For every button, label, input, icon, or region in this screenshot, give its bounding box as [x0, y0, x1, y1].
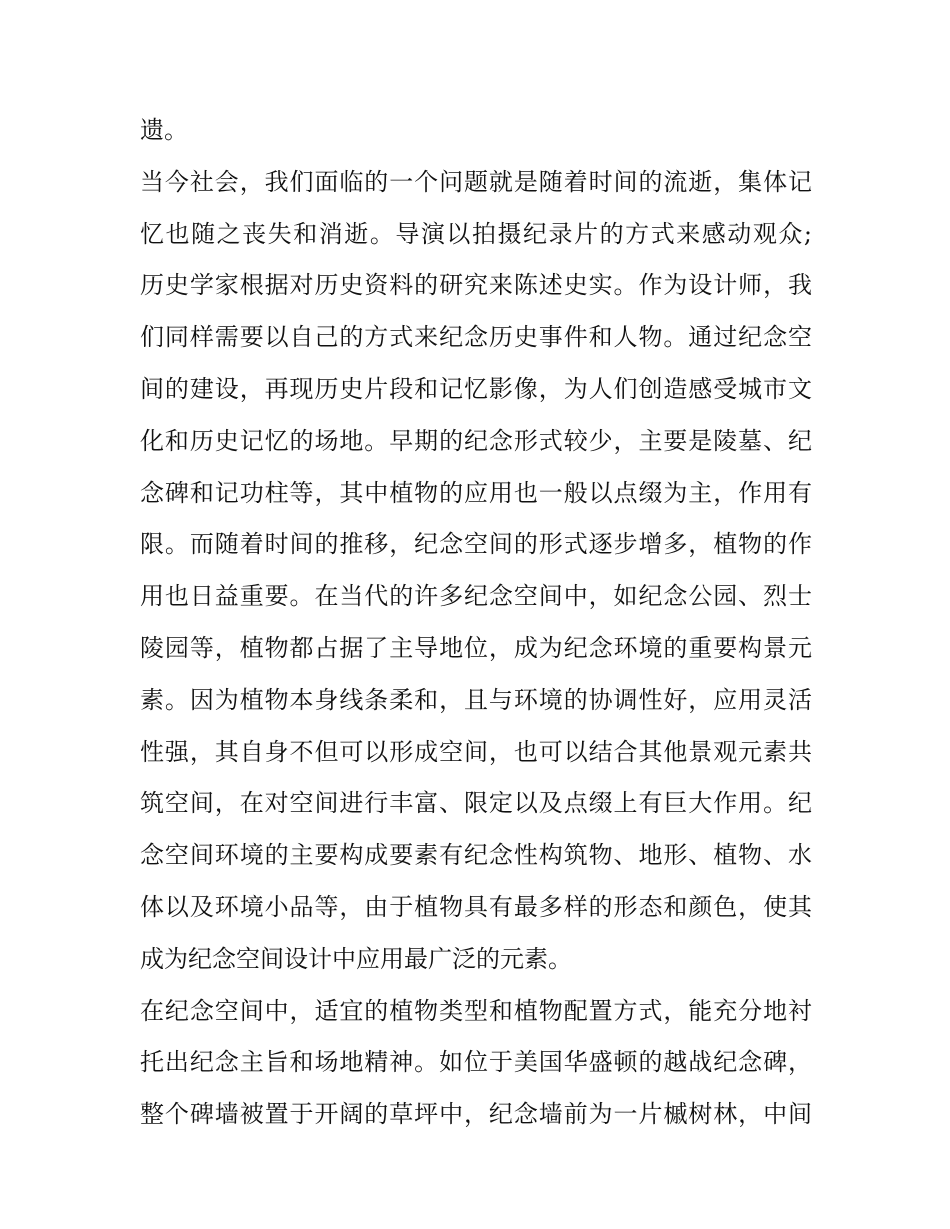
text-line: 限。而随着时间的推移，纪念空间的形式逐步增多，植物的作 [140, 530, 812, 559]
text-line: 化和历史记忆的场地。早期的纪念形式较少，主要是陵墓、纪 [140, 426, 812, 455]
text-line: 在纪念空间中，适宜的植物类型和植物配置方式，能充分地衬 [140, 996, 812, 1025]
text-line: 整个碑墙被置于开阔的草坪中，纪念墙前为一片槭树林，中间 [140, 1100, 812, 1129]
body-text [140, 105, 812, 1141]
text-line: 体以及环境小品等，由于植物具有最多样的形态和颜色，使其 [140, 892, 812, 921]
text-line: 间的建设，再现历史片段和记忆影像，为人们创造感受城市文 [140, 374, 812, 403]
text-line: 用也日益重要。在当代的许多纪念空间中，如纪念公园、烈士 [140, 582, 812, 611]
text-line: 们同样需要以自己的方式来纪念历史事件和人物。通过纪念空 [140, 323, 812, 352]
text-line: 陵园等，植物都占据了主导地位，成为纪念环境的重要构景元 [140, 633, 812, 662]
text-line: 成为纪念空间设计中应用最广泛的元素。 [140, 944, 572, 973]
text-line: 托出纪念主旨和场地精神。如位于美国华盛顿的越战纪念碑， [140, 1048, 812, 1077]
text-line: 忆也随之丧失和消逝。导演以拍摄纪录片的方式来感动观众; [140, 219, 812, 248]
text-line: 当今社会，我们面临的一个问题就是随着时间的流逝，集体记 [140, 167, 812, 196]
text-line: 念空间环境的主要构成要素有纪念性构筑物、地形、植物、水 [140, 841, 812, 870]
text-line: 遗。 [140, 116, 188, 144]
text-line: 历史学家根据对历史资料的研究来陈述史实。作为设计师，我 [140, 271, 812, 300]
text-line: 筑空间，在对空间进行丰富、限定以及点缀上有巨大作用。纪 [140, 789, 812, 818]
text-line: 念碑和记功柱等，其中植物的应用也一般以点缀为主，作用有 [140, 478, 812, 507]
text-line: 素。因为植物本身线条柔和，且与环境的协调性好，应用灵活 [140, 685, 812, 714]
text-line: 性强，其自身不但可以形成空间，也可以结合其他景观元素共 [140, 737, 812, 766]
